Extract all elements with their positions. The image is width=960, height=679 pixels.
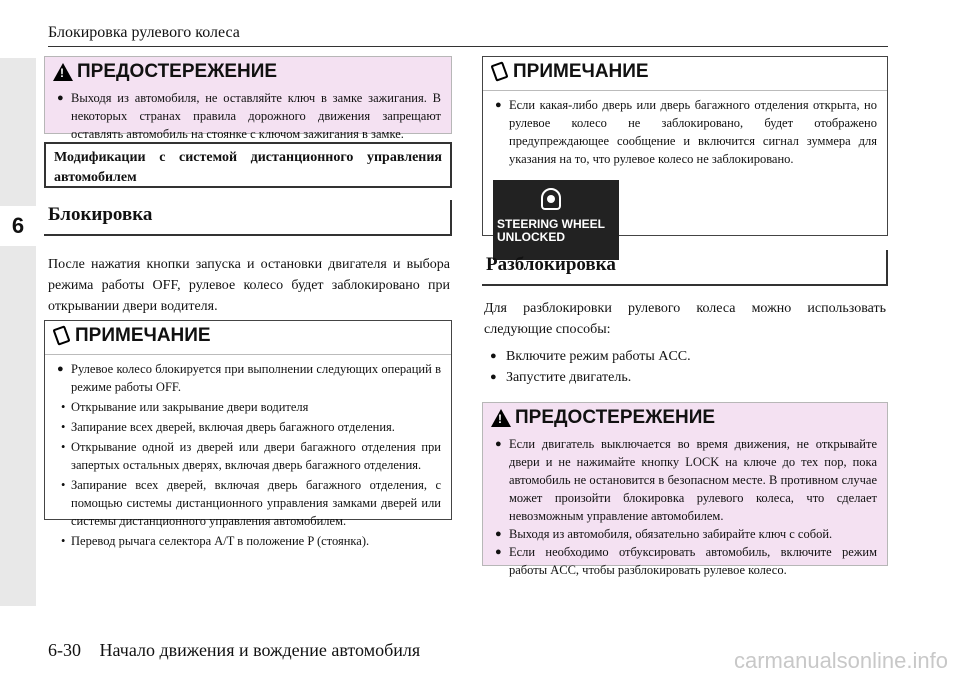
header-rule bbox=[48, 46, 888, 47]
warning-icon bbox=[491, 409, 511, 427]
note-subitem: • Открывание одной из дверей или двери багажного отделения при запертых остальных дверях, включая дверь багажного отделения. bbox=[57, 438, 441, 474]
right-note-box bbox=[482, 56, 888, 244]
warning-item: ● Если двигатель выключается во время движения, не открывайте двери и не нажимайте кнопку LOCK на ключе до тех пор, пока автомобиль не остановится в безопасном месте. В противном случае может произойти блокировка рулевого колеса, что сделает невозможным управление автомобилем. bbox=[495, 435, 877, 525]
warning-icon bbox=[53, 63, 73, 81]
left-note-box bbox=[44, 320, 452, 548]
page-number: 6-30 bbox=[48, 640, 81, 660]
warning-item: ● Выходя из автомобиля, не оставляйте ключ в замке зажигания. В некоторых странах правила дорожного движения запрещают оставлять автомобиль на стоянке с ключом зажигания в замке. bbox=[57, 89, 441, 143]
steering-wheel-display bbox=[493, 180, 619, 260]
remote-modification-heading: Модификации с системой дистанционного управления автомобилем bbox=[44, 142, 452, 188]
unlock-paragraph: Для разблокировки рулевого колеса можно использовать следующие способы: bbox=[484, 301, 886, 337]
warning-item: ● Выходя из автомобиля, обязательно забирайте ключ с собой. bbox=[495, 525, 877, 543]
warning-item: ● Если необходимо отбуксировать автомобиль, включите режим работы ACC, чтобы разблокировать рулевое колесо. bbox=[495, 543, 877, 579]
note-item: ● Если какая-либо дверь или дверь багажного отделения открыта, но рулевое колесо не заблокировано, будет отображено предупреждающее сообщение и включится сигнал зуммера для указания на то, что рулевое колесо не заблокировано. bbox=[495, 96, 877, 168]
display-line: STEERING WHEEL bbox=[497, 217, 606, 231]
note-intro: ● Рулевое колесо блокируется при выполнении следующих операций в режиме работы OFF. bbox=[57, 360, 441, 396]
note-subitem: • Запирание всех дверей, включая дверь багажного отделения, с помощью системы дистанционного управления замками дверей или системы дистанционного управления автомобилем. bbox=[57, 476, 441, 530]
note-title: ПРИМЕЧАНИЕ bbox=[513, 61, 649, 82]
page-footer bbox=[48, 640, 420, 661]
right-warning-box bbox=[482, 402, 888, 577]
chapter-tab: 6 bbox=[0, 206, 36, 246]
note-icon bbox=[53, 327, 71, 345]
lock-paragraph: После нажатия кнопки запуска и остановки двигателя и выбора режима работы OFF, рулевое колесо будет заблокировано при открывании двери водителя. bbox=[48, 257, 450, 314]
note-title: ПРИМЕЧАНИЕ bbox=[75, 325, 211, 346]
note-subitem: • Запирание всех дверей, включая дверь багажного отделения. bbox=[57, 418, 441, 436]
footer-section: Начало движения и вождение автомобиля bbox=[99, 640, 421, 660]
note-subitem: • Открывание или закрывание двери водителя bbox=[57, 398, 441, 416]
unlock-method: ● Запустите двигатель. bbox=[490, 367, 886, 388]
note-icon bbox=[491, 63, 509, 81]
warning-title: ПРЕДОСТЕРЕЖЕНИЕ bbox=[77, 61, 278, 82]
unlock-heading: Разблокировка bbox=[482, 250, 888, 286]
lock-heading: Блокировка bbox=[44, 200, 452, 236]
side-bar bbox=[0, 58, 36, 606]
watermark: carmanualsonline.info bbox=[733, 648, 948, 673]
steering-lock-icon bbox=[541, 188, 561, 210]
display-line: UNLOCKED bbox=[497, 230, 565, 244]
unlock-method: ● Включите режим работы ACC. bbox=[490, 346, 886, 367]
running-header: Блокировка рулевого колеса bbox=[48, 24, 240, 41]
warning-title: ПРЕДОСТЕРЕЖЕНИЕ bbox=[515, 407, 716, 428]
left-warning-box bbox=[44, 56, 452, 141]
unlock-methods bbox=[490, 346, 886, 388]
note-subitem: • Перевод рычага селектора A/T в положение P (стоянка). bbox=[57, 532, 441, 550]
